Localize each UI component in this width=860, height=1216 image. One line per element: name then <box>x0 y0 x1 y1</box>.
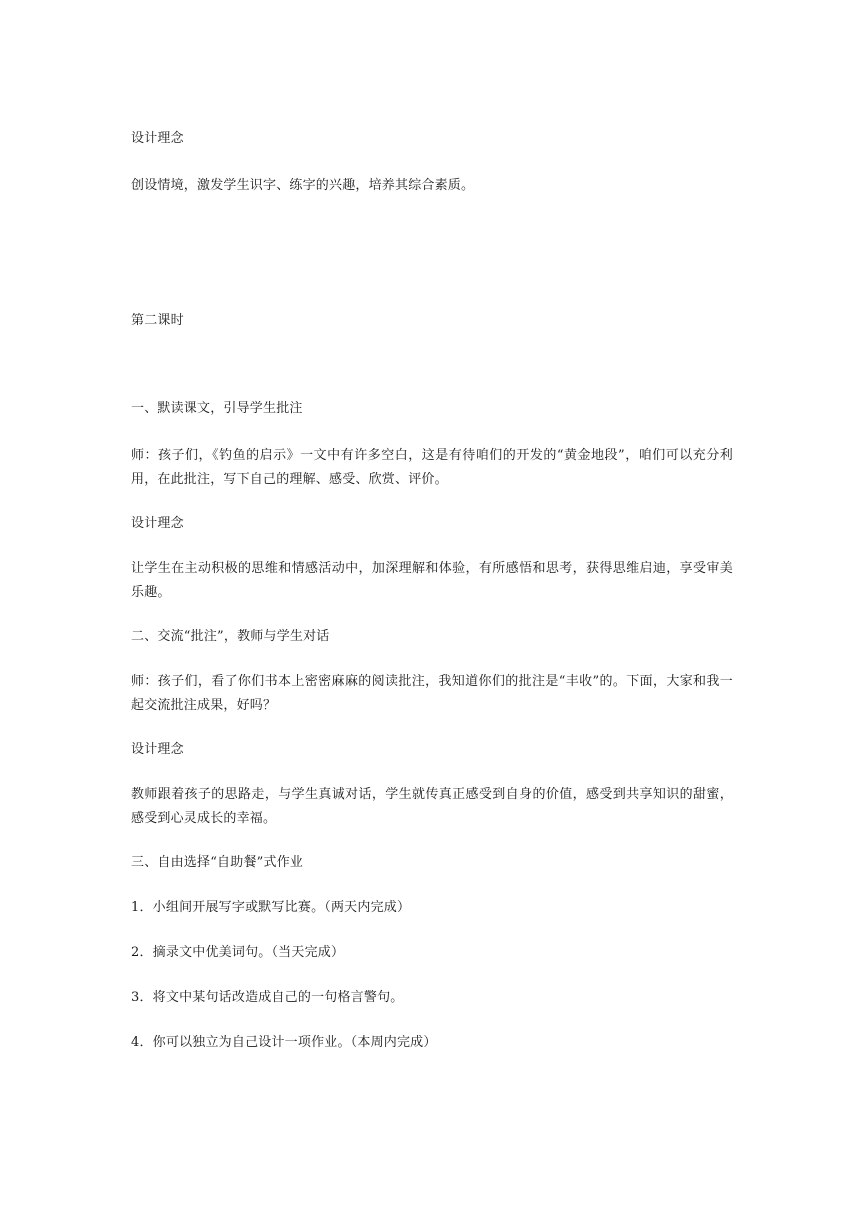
list-item: 2．摘录文中优美词句。（当天完成） <box>131 945 345 960</box>
step-heading-2: 二、交流“批注”，教师与学生对话 <box>131 629 330 644</box>
body-paragraph: 师：孩子们，看了你们书本上密密麻麻的阅读批注，我知道你们的批注是“丰收”的。下面，大家和我一起交流批注成果，好吗？ <box>131 674 733 713</box>
step-heading-3: 三、自由选择“自助餐”式作业 <box>131 855 304 870</box>
section-heading-design-concept: 设计理念 <box>131 742 184 757</box>
body-paragraph: 让学生在主动积极的思维和情感活动中，加深理解和体验，有所感悟和思考，获得思维启迪，享受审美乐趣。 <box>131 561 733 600</box>
body-paragraph: 师：孩子们，《钓鱼的启示》一文中有许多空白，这是有待咱们的开发的“黄金地段”，咱们可以充分利用，在此批注，写下自己的理解、感受、欣赏、评价。 <box>131 448 733 487</box>
step-heading-1: 一、默读课文，引导学生批注 <box>131 401 303 416</box>
body-paragraph: 创设情境，激发学生识字、练字的兴趣，培养其综合素质。 <box>131 178 475 193</box>
body-paragraph: 教师跟着孩子的思路走，与学生真诚对话，学生就传真正感受到自身的价值，感受到共享知识的甜蜜，感受到心灵成长的幸福。 <box>131 787 733 826</box>
list-item: 1．小组间开展写字或默写比赛。（两天内完成） <box>131 900 411 915</box>
section-heading-design-concept: 设计理念 <box>131 516 184 531</box>
section-heading-design-concept: 设计理念 <box>131 131 184 146</box>
list-item: 4．你可以独立为自己设计一项作业。（本周内完成） <box>131 1035 437 1050</box>
lesson-heading-second-period: 第二课时 <box>131 313 184 328</box>
list-item: 3．将文中某句话改造成自己的一句格言警句。 <box>131 990 404 1005</box>
